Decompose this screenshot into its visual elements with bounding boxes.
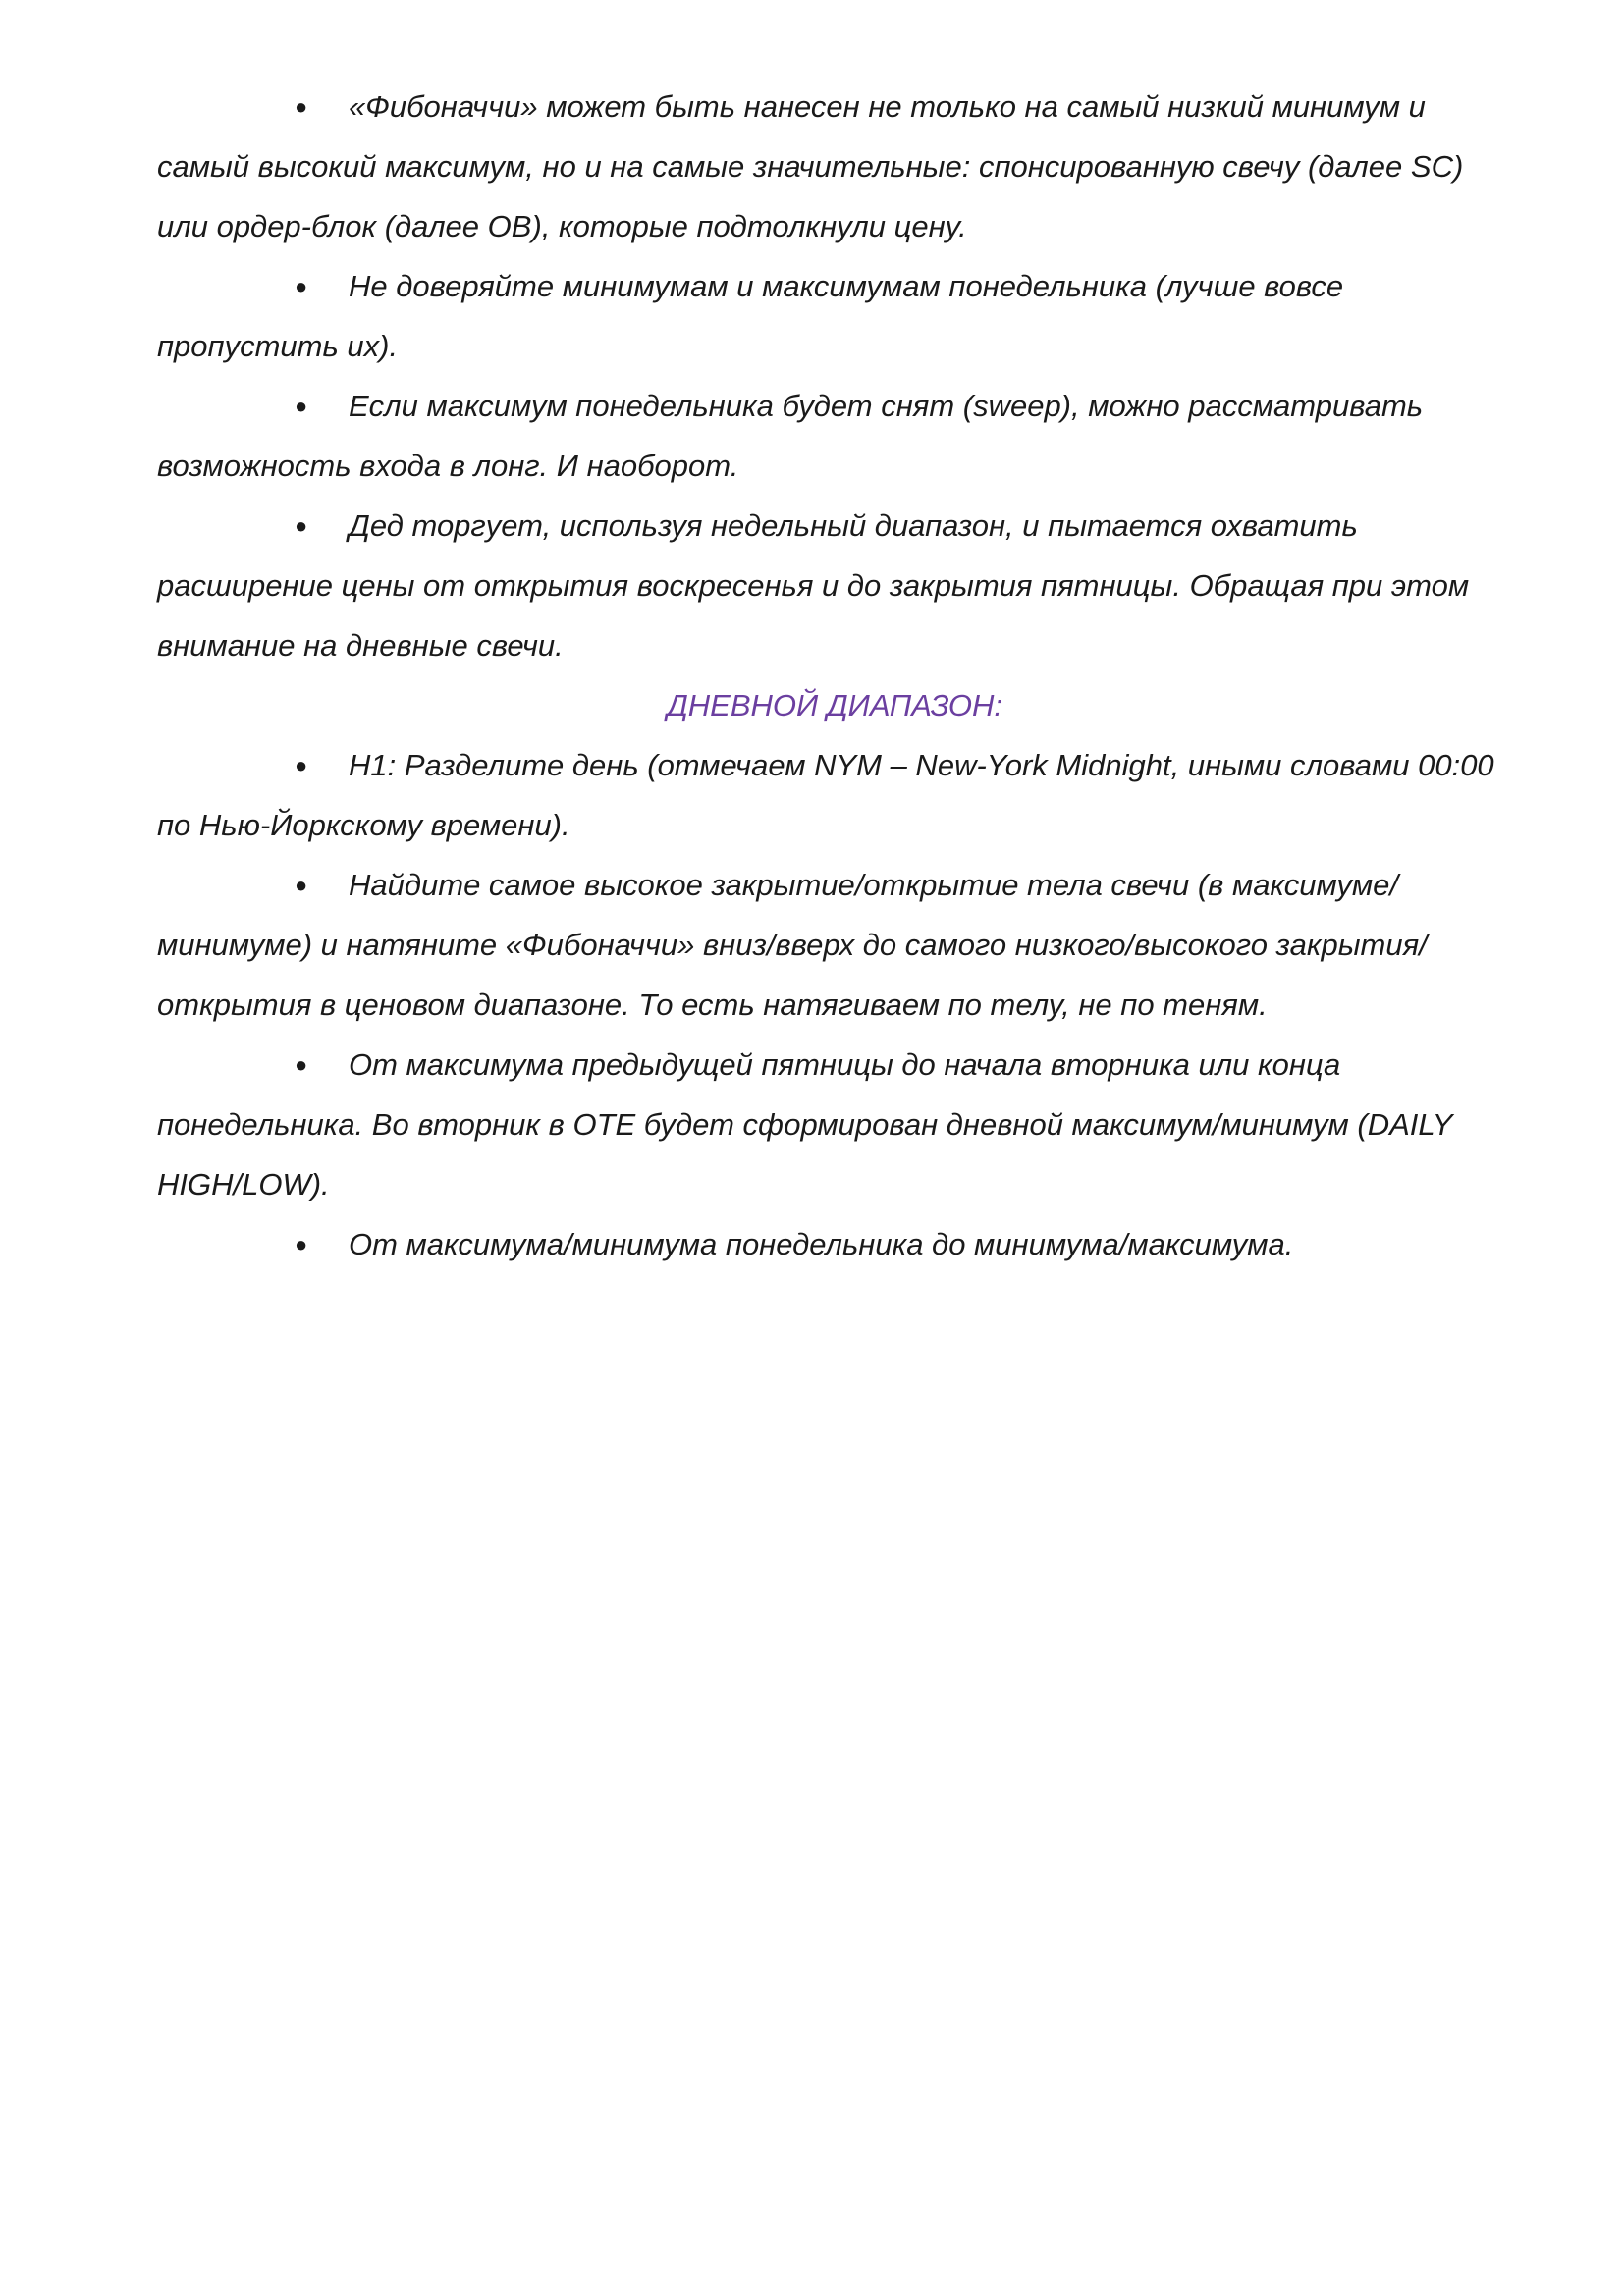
bullet-icon: ● (295, 873, 308, 897)
list-item-text: От максимума/минимума понедельника до минимума/максимума. (349, 1227, 1294, 1261)
bullet-icon: ● (295, 274, 308, 298)
bullet-icon: ● (295, 394, 308, 418)
document-body (157, 77, 1512, 1274)
list-item-text: Если максимум понедельника будет снят (sweep), можно рассматривать возможность входа в лонг. И наоборот. (157, 389, 1424, 483)
list-item-text: «Фибоначчи» может быть нанесен не только на самый низкий минимум и самый высокий максимум, но и на самые значительные: спонсированную свечу (далее SC) или ордер-блок (далее OB), которые подтолкнули цену. (157, 89, 1464, 243)
bullet-icon: ● (295, 1232, 308, 1256)
bullet-icon: ● (295, 94, 308, 119)
list-item (157, 1214, 1512, 1274)
list-item (157, 735, 1512, 855)
list-item (157, 77, 1512, 256)
list-item (157, 256, 1512, 376)
list-item (157, 376, 1512, 496)
list-item (157, 1035, 1512, 1214)
list-item (157, 855, 1512, 1035)
list-item-text: От максимума предыдущей пятницы до начала вторника или конца понедельника. Во вторник в OTE будет сформирован дневной максимум/минимум (DAILY HIGH/LOW). (157, 1047, 1452, 1201)
bullet-icon: ● (295, 753, 308, 777)
list-item-text: Найдите самое высокое закрытие/открытие тела свечи (в максимуме/минимуме) и натяните «Фибоначчи» вниз/вверх до самого низкого/высокого закрытия/открытия в ценовом диапазоне. То есть натягиваем по телу, не по теням. (157, 868, 1428, 1022)
bullet-icon: ● (295, 513, 308, 538)
list-item-text: Не доверяйте минимумам и максимумам понедельника (лучше вовсе пропустить их). (157, 269, 1344, 363)
bullet-icon: ● (295, 1052, 308, 1077)
list-item (157, 496, 1512, 675)
list-item-text: Дед торгует, используя недельный диапазон, и пытается охватить расширение цены от открытия воскресенья и до закрытия пятницы. Обращая при этом внимание на дневные свечи. (157, 508, 1470, 663)
list-item-text: H1: Разделите день (отмечаем NYM – New-York Midnight, иными словами 00:00 по Нью-Йоркскому времени). (157, 748, 1494, 842)
section-heading: ДНЕВНОЙ ДИАПАЗОН: (666, 688, 1003, 722)
